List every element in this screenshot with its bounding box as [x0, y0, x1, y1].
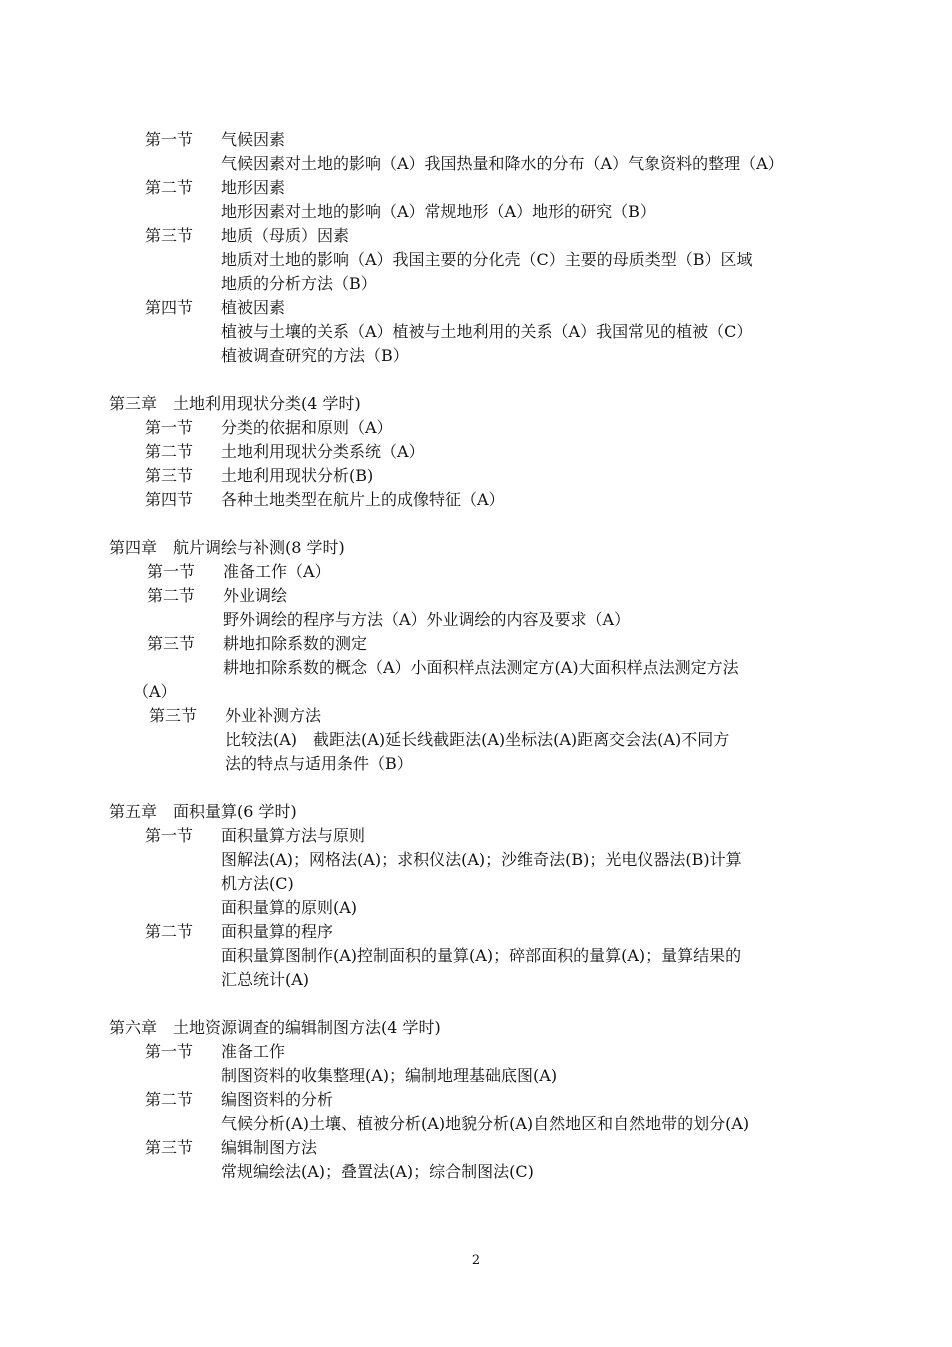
section-title: 面积量算的程序: [221, 922, 334, 941]
section-label: 第一节: [147, 562, 196, 581]
section-title: 地质（母质）因素: [221, 226, 350, 245]
section-label: 第三节: [149, 706, 198, 725]
page-number: 2: [471, 1253, 481, 1268]
section-title: 外业调绘: [223, 586, 288, 605]
section-label: 第四节: [145, 298, 194, 317]
section-label: 第二节: [145, 1090, 194, 1109]
section-title: 分类的依据和原则（A）: [221, 418, 393, 437]
section-content: （A）: [133, 682, 177, 701]
section-content: 地质的分析方法（B）: [221, 274, 377, 293]
section-content: 制图资料的收集整理(A)；编制地理基础底图(A): [221, 1066, 558, 1085]
section-content: 植被调查研究的方法（B）: [221, 346, 409, 365]
section-content: 机方法(C): [221, 874, 294, 893]
section-label: 第一节: [145, 826, 194, 845]
section-content: 植被与土壤的关系（A）植被与土地利用的关系（A）我国常见的植被（C）: [221, 322, 753, 341]
section-label: 第三节: [145, 1138, 194, 1157]
section-title: 编图资料的分析: [221, 1090, 334, 1109]
section-title: 气候因素: [221, 130, 286, 149]
section-content: 耕地扣除系数的概念（A）小面积样点法测定方(A)大面积样点法测定方法: [223, 658, 739, 677]
section-label: 第三节: [145, 466, 194, 485]
section-content: 气候因素对土地的影响（A）我国热量和降水的分布（A）气象资料的整理（A）: [221, 154, 784, 173]
section-label: 第二节: [145, 442, 194, 461]
section-content: 面积量算图制作(A)控制面积的量算(A)；碎部面积的量算(A)；量算结果的: [221, 946, 742, 965]
chapter-heading: 第五章 面积量算(6 学时): [109, 802, 297, 821]
section-label: 第一节: [145, 1042, 194, 1061]
section-content: 气候分析(A)土壤、植被分析(A)地貌分析(A)自然地区和自然地带的划分(A): [221, 1114, 750, 1133]
chapter-heading: 第六章 土地资源调查的编辑制图方法(4 学时): [109, 1018, 441, 1037]
section-label: 第三节: [147, 634, 196, 653]
chapter-heading: 第三章 土地利用现状分类(4 学时): [109, 394, 361, 413]
section-title: 编辑制图方法: [221, 1138, 318, 1157]
section-label: 第二节: [145, 178, 194, 197]
section-content: 野外调绘的程序与方法（A）外业调绘的内容及要求（A）: [223, 610, 631, 629]
section-title: 植被因素: [221, 298, 286, 317]
section-label: 第四节: [145, 490, 194, 509]
section-title: 地形因素: [221, 178, 286, 197]
section-content: 面积量算的原则(A): [221, 898, 358, 917]
section-content: 法的特点与适用条件（B）: [225, 754, 413, 773]
section-label: 第三节: [145, 226, 194, 245]
section-title: 外业补测方法: [225, 706, 322, 725]
section-label: 第一节: [145, 130, 194, 149]
section-title: 土地利用现状分析(B): [221, 466, 374, 485]
section-content: 比较法(A) 截距法(A)延长线截距法(A)坐标法(A)距离交会法(A)不同方: [225, 730, 730, 749]
section-content: 图解法(A)；网格法(A)；求积仪法(A)；沙维奇法(B)；光电仪器法(B)计算: [221, 850, 742, 869]
section-title: 面积量算方法与原则: [221, 826, 366, 845]
section-label: 第二节: [145, 922, 194, 941]
section-title: 耕地扣除系数的测定: [223, 634, 368, 653]
section-content: 地质对土地的影响（A）我国主要的分化壳（C）主要的母质类型（B）区域: [221, 250, 753, 269]
section-content: 常规编绘法(A)；叠置法(A)；综合制图法(C): [221, 1162, 534, 1181]
section-label: 第一节: [145, 418, 194, 437]
chapter-heading: 第四章 航片调绘与补测(8 学时): [109, 538, 345, 557]
section-content: 地形因素对土地的影响（A）常规地形（A）地形的研究（B）: [221, 202, 656, 221]
section-title: 准备工作: [221, 1042, 286, 1061]
section-title: 准备工作（A）: [223, 562, 331, 581]
section-content: 汇总统计(A): [221, 970, 310, 989]
section-title: 土地利用现状分类系统（A）: [221, 442, 425, 461]
section-title: 各种土地类型在航片上的成像特征（A）: [221, 490, 505, 509]
section-label: 第二节: [147, 586, 196, 605]
